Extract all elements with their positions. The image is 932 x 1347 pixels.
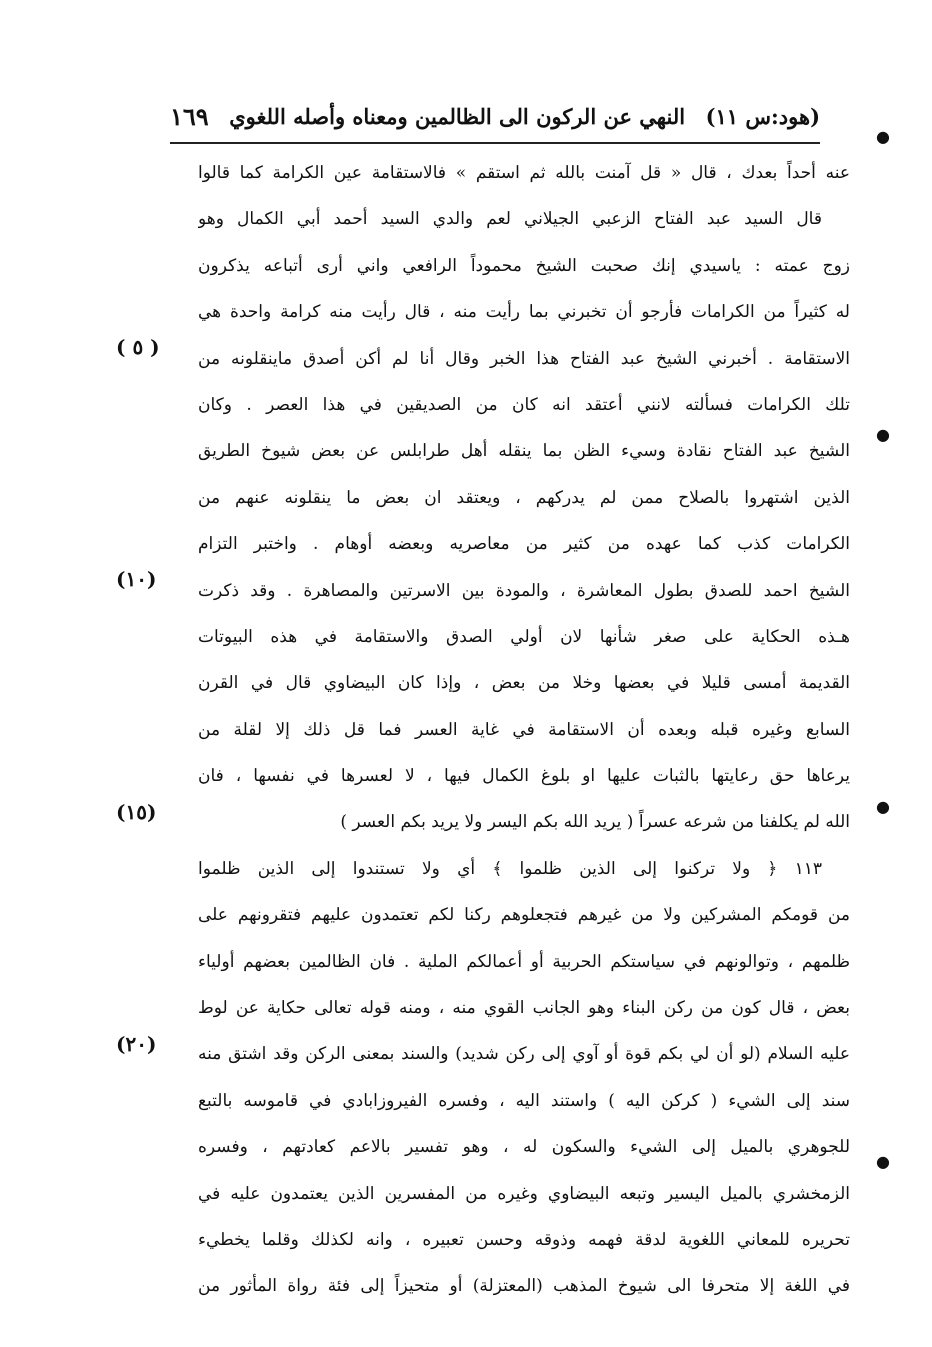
- text-line: عليه السلام (لو أن لي بكم قوة أو آوي إلى ركن شديد) والسند بمعنى الركن وقد اشتق منه: [198, 1044, 850, 1065]
- bullet-icon: ●: [876, 425, 890, 444]
- page-title: النهي عن الركون الى الظالمين ومعناه وأصله اللغوي: [229, 103, 686, 129]
- text-line: تلك الكرامات فسألته لانني أعتقد انه كان من الصديقين في هذا العصر . وكان: [198, 394, 850, 415]
- surah-reference: (هود:س ١١): [705, 103, 820, 129]
- text-line: الزمخشري بالميل اليسير وتبعه البيضاوي وغيره من المفسرين الذين يعتمدون عليه في: [198, 1183, 850, 1204]
- text-line: سند إلى الشيء ( كركن اليه ) واستند اليه ، وفسره الفيروزابادي في قاموسه بالتبع: [198, 1090, 850, 1111]
- line-number-marker: (٢٠): [116, 1032, 157, 1056]
- text-line: السابع وغيره قبله وبعده أن الاستقامة في غاية العسر فما قل ذلك إلا لقلة من: [198, 719, 850, 740]
- text-line: هـذه الحكاية على صغر شأنها لان أولي الصدق والاستقامة في هذه البيوتات: [198, 626, 850, 647]
- line-number-marker: (١٠): [116, 567, 157, 591]
- text-line: ظلمهم ، وتوالونهم في سياستكم الحربية أو أعمالكم الملية . فان الظالمين بعضهم أولياء: [198, 951, 850, 972]
- text-line: في اللغة إلا متحرفا الى شيوخ المذهب (المعتزلة) أو متحيزاً إلى فئة رواة المأثور من: [198, 1276, 850, 1297]
- text-line: الكرامات كذب كما عهده من كثير من معاصريه وبعضه أوهام . واختبر التزام: [198, 534, 850, 555]
- bullet-icon: ●: [876, 127, 890, 146]
- line-number-marker: ( ٥ ): [116, 335, 160, 359]
- line-number-marker: (١٥): [116, 800, 157, 824]
- text-line: ١١٣ ﴿ ولا تركنوا إلى الذين ظلموا ﴾ أي ولا تستندوا إلى الذين ظلموا: [198, 858, 822, 879]
- text-line: قال السيد عبد الفتاح الزعبي الجيلاني لعم والدي السيد أحمد أبي الكمال وهو: [198, 209, 822, 230]
- text-line: بعض ، قال كون من ركن البناء وهو الجانب القوي منه ، ومنه قوله تعالى حكاية عن لوط: [198, 998, 850, 1019]
- page-header: [170, 96, 820, 136]
- text-line: من قومكم المشركين ولا من غيرهم فتجعلوهم ركنا لكم تعتمدون عليهم فتقرونهم على: [198, 905, 850, 926]
- bullet-icon: ●: [876, 797, 890, 816]
- header-rule: [170, 142, 820, 144]
- text-line: تحريره للمعاني اللغوية لدقة فهمه وذوقه وحسن تعبيره ، وانه لكذلك وقلما يخطيء: [198, 1229, 850, 1250]
- text-line: القديمة أمسى قليلا في بعضها وخلا من بعض ، وإذا كان البيضاوي قال في القرن: [198, 673, 850, 694]
- text-line: يرعاها حق رعايتها بالثبات عليها او بلوغ الكمال فيها ، لا لعسرها في نفسها ، فان: [198, 766, 850, 787]
- text-line: الذين اشتهروا بالصلاح ممن لم يدركهم ، ويعتقد ان بعض ما ينقلونه عنهم من: [198, 487, 850, 508]
- text-line: الله لم يكلفنا من شرعه عسراً ( يريد الله بكم اليسر ولا يريد بكم العسر ): [340, 812, 850, 833]
- body-text: [170, 150, 850, 1310]
- bullet-icon: ●: [876, 1152, 890, 1171]
- text-line: عنه أحداً بعدك ، قال « قل آمنت بالله ثم استقم » فالاستقامة عين الكرامة كما قالوا: [198, 163, 850, 183]
- text-line: له كثيراً من الكرامات فأرجو أن تخبرني بما رأيت منه ، قال رأيت منه كرامة واحدة هي: [198, 302, 850, 323]
- text-line: الشيخ احمد للصدق بطول المعاشرة ، والمودة بين الاسرتين والمصاهرة . وقد ذكرت: [198, 580, 850, 601]
- text-line: الاستقامة . أخبرني الشيخ عبد الفتاح هذا الخبر وقال أنا لم أكن أصدق ماينقلونه من: [198, 348, 850, 369]
- page-number: ١٦٩: [170, 101, 209, 131]
- text-line: زوج عمته : ياسيدي إنك صحبت الشيخ محموداً الرافعي واني أرى أتباعه يذكرون: [198, 255, 850, 276]
- text-line: للجوهري بالميل إلى الشيء والسكون له ، وهو تفسير بالاعم كعادتهم ، وفسره: [198, 1137, 850, 1158]
- text-line: الشيخ عبد الفتاح نقادة وسيء الظن بما ينقله أهل طرابلس عن بعض شيوخ الطريق: [198, 441, 850, 462]
